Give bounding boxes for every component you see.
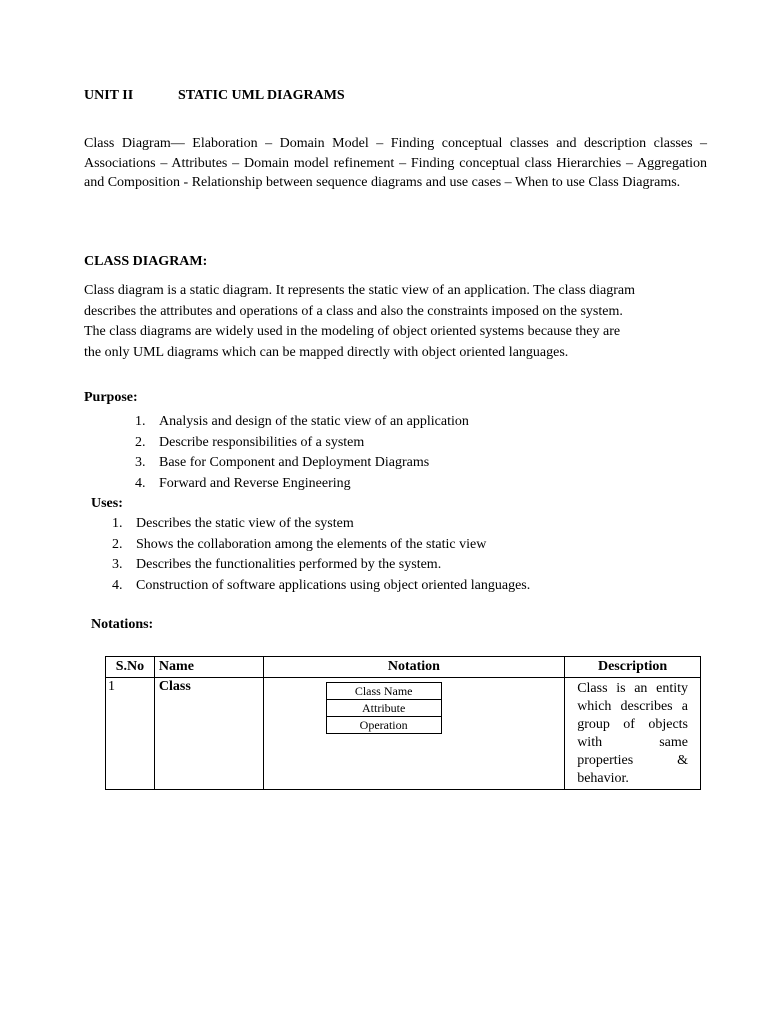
class-diagram-heading: CLASS DIAGRAM: [84, 254, 208, 269]
table-row [106, 678, 701, 790]
syllabus-paragraph: Class Diagram— Elaboration – Domain Model – Finding conceptual classes and description classes – Associations – Attributes – Domain model refinement – Finding conceptual class Hierarchies – Aggregation and Composition - Relationship between sequence diagrams and use cases – When to use Class Diagrams. [84, 136, 707, 190]
list-item [135, 412, 469, 433]
list-text: Describes the functionalities performed by the system. [136, 557, 442, 573]
unit-title: STATIC UML DIAGRAMS [178, 88, 345, 103]
notations-table [105, 656, 701, 790]
list-text: Describes the static view of the system [136, 516, 354, 531]
list-item [112, 535, 530, 556]
list-number: 4. [135, 475, 146, 491]
cell-name: Class [154, 678, 263, 790]
class-diagram-intro [84, 281, 684, 364]
list-number: 3. [135, 455, 146, 471]
uses-heading: Uses: [91, 496, 123, 511]
column-header-description: Description [565, 657, 701, 678]
unit-label: UNIT II [84, 88, 134, 103]
class-notation-diagram [326, 682, 442, 734]
attribute-compartment: Attribute [327, 700, 441, 717]
class-name-compartment: Class Name [327, 683, 441, 700]
list-item [135, 433, 469, 454]
list-number: 4. [112, 577, 123, 593]
operation-compartment: Operation [359, 718, 408, 732]
table-header-row [106, 657, 701, 678]
column-header-notation: Notation [263, 657, 565, 678]
list-number: 1. [112, 516, 123, 531]
purpose-list [135, 412, 469, 494]
list-text: Construction of software applications using object oriented languages. [136, 577, 531, 593]
list-item [112, 555, 530, 576]
purpose-heading: Purpose: [84, 390, 138, 405]
cell-description: Class is an entity which describes a group of objects with same properties & behavior. [565, 678, 701, 790]
list-number: 3. [112, 557, 123, 573]
unit-heading [84, 86, 345, 106]
notations-heading: Notations: [91, 617, 154, 632]
column-header-sno: S.No [106, 657, 155, 678]
list-text: Analysis and design of the static view of an application [159, 414, 469, 429]
list-text: Describe responsibilities of a system [159, 434, 365, 450]
list-item [112, 576, 530, 597]
uses-list [112, 514, 530, 596]
intro-line: Class diagram is a static diagram. It represents the static view of an application. The class diagram [84, 283, 636, 298]
column-header-name: Name [154, 657, 263, 678]
list-text: Base for Component and Deployment Diagrams [159, 455, 430, 471]
list-number: 2. [112, 536, 123, 552]
list-text: Forward and Reverse Engineering [159, 475, 351, 491]
list-item [112, 514, 530, 535]
intro-line: the only UML diagrams which can be mapped directly with object oriented languages. [84, 345, 569, 361]
cell-notation [263, 678, 565, 790]
cell-sno: 1 [106, 678, 155, 790]
intro-line: The class diagrams are widely used in the modeling of object oriented systems because they are [84, 324, 621, 340]
list-item [135, 453, 469, 474]
list-item [135, 474, 469, 495]
list-text: Shows the collaboration among the elements of the static view [136, 536, 487, 552]
list-number: 2. [135, 434, 146, 450]
intro-line: describes the attributes and operations of a class and also the constraints imposed on the system. [84, 303, 623, 319]
list-number: 1. [135, 414, 146, 429]
